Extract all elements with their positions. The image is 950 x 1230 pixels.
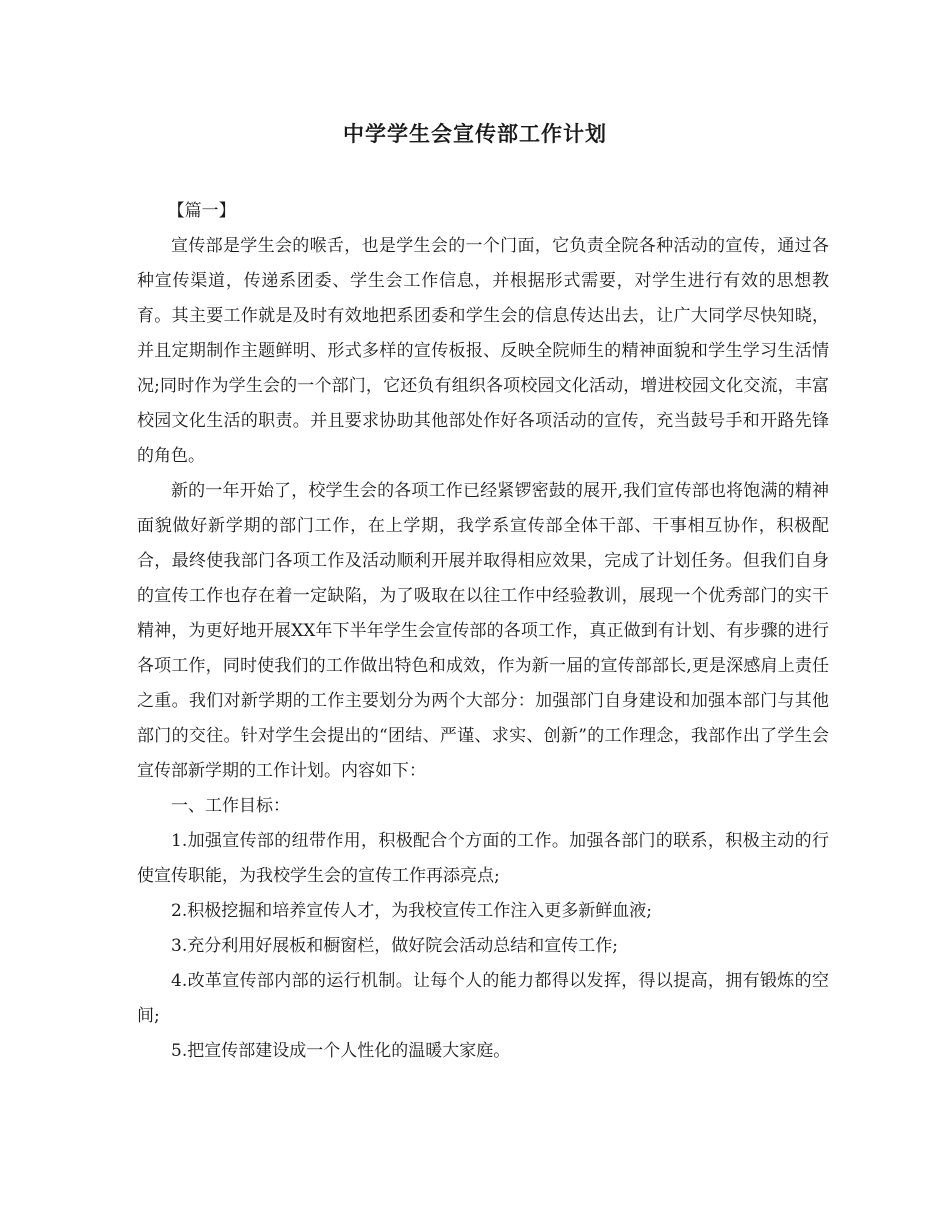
paragraph-new-year: 新的一年开始了，校学生会的各项工作已经紧锣密鼓的展开,我们宣传部也将饱满的精神面貌做好新学期的部门工作，在上学期，我学系宣传部全体干部、干事相互协作，积极配合，最终使我部门各项工作及活动顺利开展并取得相应效果，完成了计划任务。但我们自身的宣传工作也存在着一定缺陷，为了吸取在以往工作中经验教训，展现一个优秀部门的实干精神，为更好地开展XX年下半年学生会宣传部的各项工作，真正做到有计划、有步骤的进行各项工作，同时使我们的工作做出特色和成效，作为新一届的宣传部部长,更是深感肩上责任之重。我们对新学期的工作主要划分为两个大部分：加强部门自身建设和加强本部门与其他部门的交往。针对学生会提出的“团结、严谨、求实、创新”的工作理念，我部作出了学生会宣传部新学期的工作计划。内容如下： — [137, 481, 829, 781]
goal-item-5: 5.把宣传部建设成一个人性化的温暖大家庭。 — [171, 1041, 511, 1061]
goal-item-2: 2.积极挖掘和培养宣传人才，为我校宣传工作注入更多新鲜血液; — [171, 901, 652, 921]
goal-item-3: 3.充分利用好展板和橱窗栏，做好院会活动总结和宣传工作; — [171, 936, 618, 956]
paragraph-intro: 宣传部是学生会的喉舌，也是学生会的一个门面，它负责全院各种活动的宣传，通过各种宣传渠道，传递系团委、学生会工作信息，并根据形式需要，对学生进行有效的思想教育。其主要工作就是及时有效地把系团委和学生会的信息传达出去，让广大同学尽快知晓，并且定期制作主题鲜明、形式多样的宣传板报、反映全院师生的精神面貌和学生学习生活情况;同时作为学生会的一个部门，它还负有组织各项校园文化活动，增进校园文化交流，丰富校园文化生活的职责。并且要求协助其他部处作好各项活动的宣传，充当鼓号手和开路先锋的角色。 — [137, 236, 829, 466]
section-label: 【篇一】 — [167, 201, 236, 221]
document-body — [137, 194, 829, 1069]
document-title: 中学学生会宣传部工作计划 — [343, 121, 607, 146]
goal-item-4: 4.改革宣传部内部的运行机制。让每个人的能力都得以发挥，得以提高，拥有锻炼的空间; — [137, 971, 829, 1026]
heading-work-goals: 一、工作目标： — [171, 796, 290, 816]
goal-item-1: 1.加强宣传部的纽带作用，积极配合个方面的工作。加强各部门的联系，积极主动的行使宣传职能，为我校学生会的宣传工作再添亮点; — [137, 831, 829, 886]
